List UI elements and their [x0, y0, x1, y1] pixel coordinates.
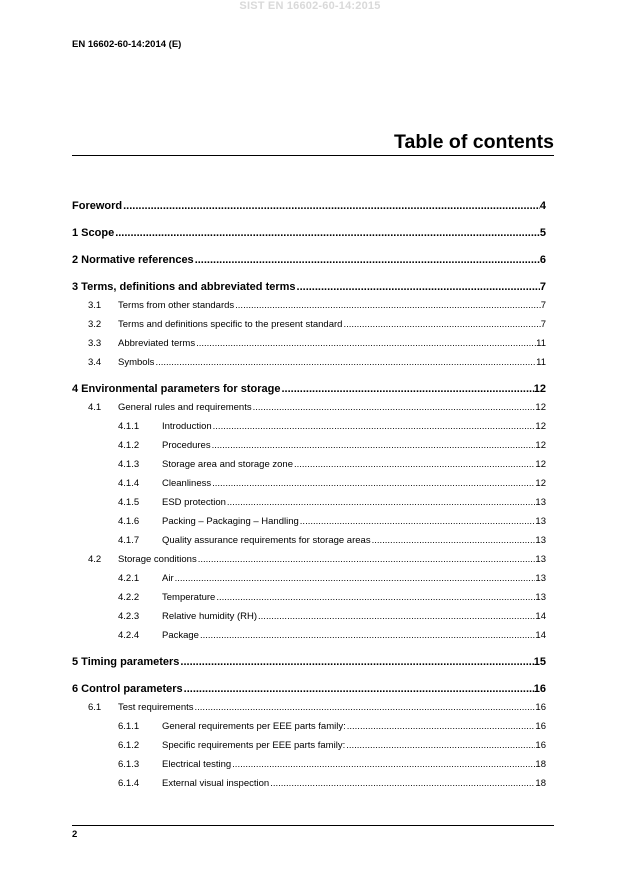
toc-entry-page: 13	[535, 535, 546, 546]
toc-entry-page: 13	[535, 592, 546, 603]
toc-entry[interactable]	[72, 611, 546, 623]
toc-entry[interactable]	[72, 280, 546, 294]
title-divider	[72, 155, 554, 156]
toc-entry-title: Temperature	[162, 592, 216, 603]
toc-entry-page: 14	[535, 611, 546, 622]
toc-entry-title: 6 Control parameters	[72, 683, 183, 695]
toc-leader-dots	[281, 382, 533, 396]
toc-leader-dots	[115, 226, 540, 240]
toc-entry-page: 7	[540, 319, 546, 330]
toc-entry-page: 16	[535, 721, 546, 732]
toc-entry-number: 6.1.3	[118, 759, 140, 770]
toc-entry-title: Terms and definitions specific to the present standard	[118, 319, 343, 330]
toc-entry-number: 4.2.2	[118, 592, 140, 603]
toc-entry-page: 6	[539, 254, 546, 266]
toc-entry-number: 4.2.3	[118, 611, 140, 622]
toc-entry-title: Storage conditions	[118, 554, 197, 565]
toc-entry-page: 12	[535, 402, 546, 413]
toc-entry[interactable]	[72, 300, 546, 312]
toc-entry-page: 12	[535, 421, 546, 432]
toc-entry[interactable]	[72, 497, 546, 509]
toc-entry[interactable]	[72, 440, 546, 452]
table-of-contents	[72, 199, 546, 790]
toc-entry-page: 14	[535, 630, 546, 641]
toc-entry-number: 4.1.6	[118, 516, 140, 527]
toc-entry-title: Procedures	[162, 440, 211, 451]
toc-leader-dots	[184, 682, 534, 696]
toc-entry[interactable]	[72, 253, 546, 267]
toc-entry-number: 4.2	[88, 554, 102, 565]
toc-entry[interactable]	[72, 759, 546, 771]
toc-entry-number: 4.2.1	[118, 573, 140, 584]
toc-entry-title: Storage area and storage zone	[162, 459, 293, 470]
toc-entry-number: 6.1.1	[118, 721, 140, 732]
toc-leader-dots	[258, 611, 535, 623]
toc-entry-page: 12	[533, 383, 546, 395]
toc-entry-title: Symbols	[118, 357, 155, 368]
document-id: EN 16602-60-14:2014 (E)	[72, 39, 182, 50]
toc-entry-page: 12	[535, 440, 546, 451]
toc-entry-title: Air	[162, 573, 174, 584]
toc-leader-dots	[227, 497, 536, 509]
toc-entry-title: Specific requirements per EEE parts family:	[162, 740, 346, 751]
toc-entry-title: General rules and requirements	[118, 402, 252, 413]
toc-leader-dots	[175, 573, 536, 585]
toc-entry-number: 3.2	[88, 319, 102, 330]
toc-entry-number: 3.4	[88, 357, 102, 368]
toc-entry-title: Packing – Packaging – Handling	[162, 516, 299, 527]
toc-entry[interactable]	[72, 778, 546, 790]
toc-entry[interactable]	[72, 516, 546, 528]
toc-entry[interactable]	[72, 199, 546, 213]
toc-leader-dots	[123, 199, 540, 213]
toc-entry-title: Foreword	[72, 200, 123, 212]
toc-leader-dots	[297, 280, 540, 294]
toc-leader-dots	[200, 630, 535, 642]
toc-leader-dots	[346, 740, 535, 752]
toc-entry-page: 4	[539, 200, 546, 212]
watermark: SIST EN 16602-60-14:2015	[239, 0, 381, 12]
toc-entry[interactable]	[72, 682, 546, 696]
toc-leader-dots	[196, 338, 536, 350]
toc-entry-number: 6.1.2	[118, 740, 140, 751]
toc-leader-dots	[155, 357, 536, 369]
toc-entry-page: 11	[536, 357, 546, 368]
toc-entry-number: 4.1.2	[118, 440, 140, 451]
toc-entry-number: 3.3	[88, 338, 102, 349]
toc-entry-title: External visual inspection	[162, 778, 270, 789]
toc-entry-title: Introduction	[162, 421, 212, 432]
toc-entry-number: 4.1.7	[118, 535, 140, 546]
toc-entry[interactable]	[72, 702, 546, 714]
toc-leader-dots	[235, 300, 541, 312]
toc-leader-dots	[216, 592, 535, 604]
toc-entry-title: Cleanliness	[162, 478, 212, 489]
toc-entry-title: Relative humidity (RH)	[162, 611, 258, 622]
toc-leader-dots	[270, 778, 535, 790]
toc-entry[interactable]	[72, 740, 546, 752]
toc-entry-title: 3 Terms, definitions and abbreviated terms	[72, 281, 296, 293]
toc-leader-dots	[294, 459, 535, 471]
toc-leader-dots	[300, 516, 536, 528]
toc-entry[interactable]	[72, 554, 546, 566]
toc-leader-dots	[372, 535, 536, 547]
toc-entry-title: 1 Scope	[72, 227, 115, 239]
toc-leader-dots	[232, 759, 535, 771]
toc-entry-page: 13	[535, 554, 546, 565]
toc-entry-page: 12	[535, 459, 546, 470]
toc-leader-dots	[343, 319, 540, 331]
toc-entry[interactable]	[72, 478, 546, 490]
footer-divider	[72, 825, 554, 826]
toc-entry-title: 5 Timing parameters	[72, 656, 180, 668]
toc-entry-page: 13	[535, 516, 546, 527]
toc-entry-page: 15	[533, 656, 546, 668]
toc-entry[interactable]	[72, 721, 546, 733]
toc-leader-dots	[212, 440, 536, 452]
toc-entry-title: ESD protection	[162, 497, 226, 508]
toc-entry[interactable]	[72, 421, 546, 433]
toc-entry-number: 6.1	[88, 702, 102, 713]
toc-entry-number: 6.1.4	[118, 778, 140, 789]
toc-entry-number: 4.1.3	[118, 459, 140, 470]
toc-entry-page: 5	[539, 227, 546, 239]
toc-entry[interactable]	[72, 226, 546, 240]
toc-entry[interactable]	[72, 402, 546, 414]
toc-entry-title: Abbreviated terms	[118, 338, 196, 349]
toc-leader-dots	[212, 478, 535, 490]
toc-entry-page: 13	[535, 497, 546, 508]
toc-entry[interactable]	[72, 357, 546, 369]
toc-leader-dots	[213, 421, 536, 433]
toc-entry-title: Test requirements	[118, 702, 194, 713]
toc-leader-dots	[253, 402, 536, 414]
toc-entry-page: 12	[535, 478, 546, 489]
toc-entry-title: 2 Normative references	[72, 254, 194, 266]
toc-entry[interactable]	[72, 592, 546, 604]
toc-entry-number: 4.1.5	[118, 497, 140, 508]
toc-entry[interactable]	[72, 573, 546, 585]
toc-entry-title: General requirements per EEE parts family:	[162, 721, 346, 732]
toc-entry-page: 7	[540, 300, 546, 311]
toc-entry[interactable]	[72, 319, 546, 331]
toc-entry-number: 4.1.1	[118, 421, 140, 432]
toc-entry-page: 18	[535, 759, 546, 770]
toc-entry[interactable]	[72, 655, 546, 669]
toc-entry-page: 16	[535, 702, 546, 713]
toc-entry-page: 16	[533, 683, 546, 695]
toc-entry-number: 4.1.4	[118, 478, 140, 489]
toc-entry-title: Package	[162, 630, 199, 641]
toc-entry-page: 13	[535, 573, 546, 584]
toc-leader-dots	[195, 702, 536, 714]
toc-entry-title: Terms from other standards	[118, 300, 235, 311]
toc-entry-title: Quality assurance requirements for storage areas	[162, 535, 371, 546]
toc-entry-number: 3.1	[88, 300, 102, 311]
toc-leader-dots	[198, 554, 536, 566]
toc-entry-page: 16	[535, 740, 546, 751]
toc-leader-dots	[195, 253, 540, 267]
toc-entry-page: 18	[535, 778, 546, 789]
toc-leader-dots	[347, 721, 536, 733]
toc-entry[interactable]	[72, 459, 546, 471]
toc-entry[interactable]	[72, 382, 546, 396]
toc-entry-title: Electrical testing	[162, 759, 232, 770]
toc-entry[interactable]	[72, 535, 546, 547]
page-number: 2	[72, 829, 78, 840]
toc-entry[interactable]	[72, 338, 546, 350]
toc-entry[interactable]	[72, 630, 546, 642]
toc-entry-title: 4 Environmental parameters for storage	[72, 383, 281, 395]
toc-entry-page: 7	[539, 281, 546, 293]
toc-entry-number: 4.2.4	[118, 630, 140, 641]
page-title: Table of contents	[394, 131, 554, 153]
toc-entry-number: 4.1	[88, 402, 102, 413]
toc-entry-page: 11	[536, 338, 546, 349]
toc-leader-dots	[180, 655, 533, 669]
